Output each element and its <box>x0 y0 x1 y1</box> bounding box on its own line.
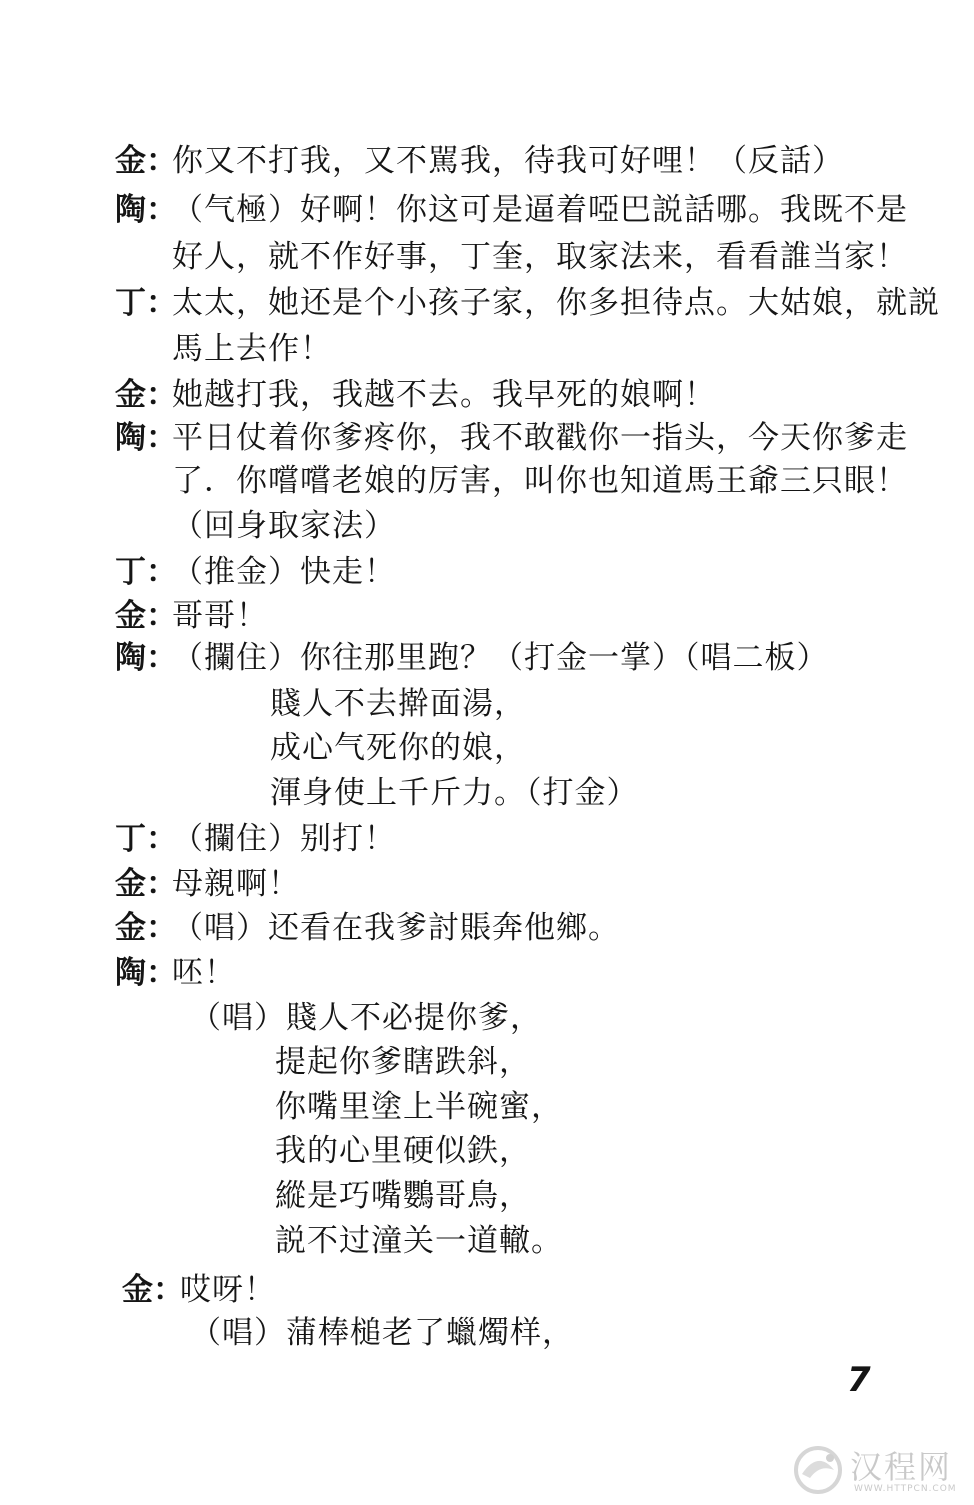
line-text: 賤人不去擀面湯， <box>270 686 526 722</box>
line-text: 縱是巧嘴鸚哥鳥， <box>275 1178 531 1214</box>
line-text: 母親啊！ <box>172 866 300 902</box>
speaker-label: 丁： <box>115 821 177 857</box>
speaker-label: 陶： <box>115 640 177 676</box>
line-text: 成心气死你的娘， <box>270 730 526 766</box>
line-text: 馬上去作！ <box>172 331 332 367</box>
line-text: 你嘴里塗上半碗蜜， <box>275 1089 563 1125</box>
speaker-label: 陶： <box>115 955 177 991</box>
line-text: （攔住）你往那里跑？（打金一掌）（唱二板） <box>172 640 829 676</box>
line-text: 哎呀！ <box>180 1272 276 1308</box>
line-text: 她越打我，我越不去。我早死的娘啊！ <box>172 377 716 413</box>
speaker-label: 金： <box>115 598 177 634</box>
speaker-label: 金： <box>115 377 177 413</box>
page-number: 7 <box>847 1360 871 1400</box>
speaker-label: 金： <box>115 910 177 946</box>
watermark-url: WWW.HTTPCN.COM <box>854 1484 957 1494</box>
speaker-label: 丁： <box>115 285 177 321</box>
line-text: 太太，她还是个小孩子家，你多担待点。大姑娘，就説 <box>172 285 940 321</box>
line-text: 我的心里硬似鉄， <box>275 1133 531 1169</box>
line-text: （回身取家法） <box>172 508 396 544</box>
line-text: 呸！ <box>172 955 236 991</box>
line-text: 説不过潼关一道轍。 <box>275 1223 563 1259</box>
speaker-label: 金： <box>115 866 177 902</box>
line-text: （唱）賤人不必提你爹， <box>190 1000 542 1036</box>
line-text: 提起你爹瞎跌斜， <box>275 1044 531 1080</box>
line-text: （气極）好啊！你这可是逼着啞巴説話哪。我既不是 <box>172 192 908 228</box>
speaker-label: 陶： <box>115 420 177 456</box>
speaker-label: 金： <box>115 143 177 179</box>
line-text: 渾身使上千斤力。（打金） <box>270 775 639 811</box>
watermark-logo-icon <box>790 1442 846 1498</box>
watermark <box>790 1440 970 1502</box>
line-text: 哥哥！ <box>172 598 268 634</box>
line-text: （推金）快走！ <box>172 554 396 590</box>
line-text: （唱）蒲棒槌老了蠟燭样， <box>190 1315 574 1351</box>
line-text: 了．你嚐嚐老娘的厉害，叫你也知道馬王爺三只眼！ <box>172 463 908 499</box>
line-text: 平日仗着你爹疼你，我不敢戳你一指头，今天你爹走 <box>172 420 908 456</box>
line-text: （唱）还看在我爹討賬奔他鄉。 <box>172 910 620 946</box>
speaker-label: 丁： <box>115 554 177 590</box>
line-text: 好人，就不作好事，丁奎，取家法来，看看誰当家！ <box>172 239 908 275</box>
speaker-label: 金： <box>122 1272 184 1308</box>
watermark-text: 汉程网 <box>850 1448 953 1486</box>
line-text: 你又不打我，又不駡我，待我可好哩！（反話） <box>172 143 844 179</box>
line-text: （攔住）别打！ <box>172 821 396 857</box>
speaker-label: 陶： <box>115 192 177 228</box>
